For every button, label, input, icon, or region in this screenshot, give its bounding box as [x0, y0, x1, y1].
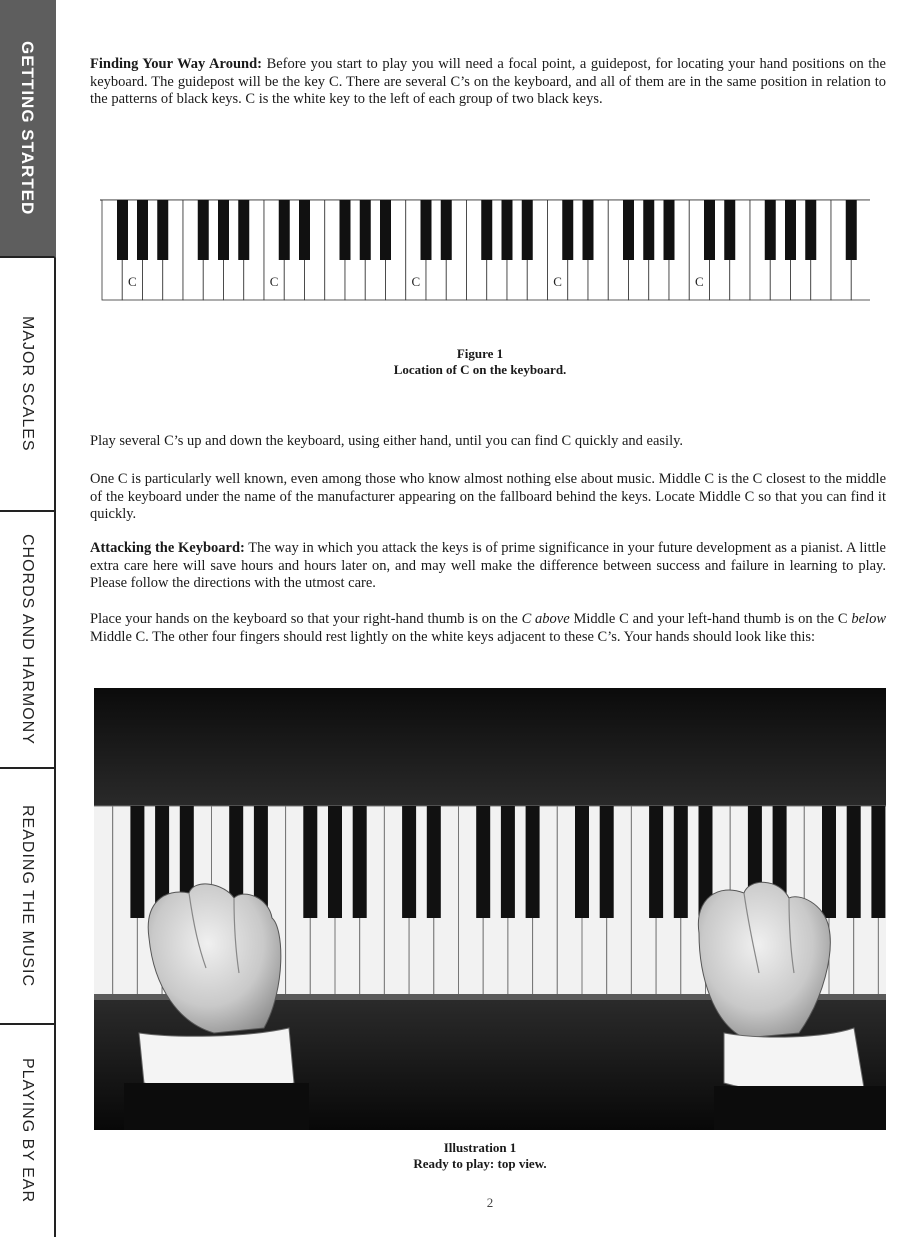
photo-black-key [402, 806, 416, 918]
black-key [785, 200, 796, 260]
emphasis-below: below [851, 611, 887, 627]
illustration-title: Illustration 1 [443, 1140, 517, 1155]
section-heading: Attacking the Keyboard: [90, 540, 245, 556]
c-key-label: C [128, 274, 137, 289]
tab-label: GETTING STARTED [18, 40, 37, 216]
c-key-label: C [553, 274, 562, 289]
figure-title: Figure 1 [456, 346, 504, 361]
paragraph-text: The way in which you attack the keys is of prime significance in your future development as a pianist. A little extra care here will save hours and hours later on, and may well make the difference between success and failure in learning to play. Please follow the directions with the utmost care. [90, 540, 886, 591]
photo-black-key [501, 806, 515, 918]
photo-black-key [328, 806, 342, 918]
black-key [643, 200, 654, 260]
c-key-label: C [411, 274, 421, 289]
black-key [441, 200, 452, 260]
page-number: 2 [486, 1195, 494, 1210]
tab-getting-started[interactable] [0, 0, 56, 258]
paragraph-text: Middle C. The other four fingers should rest lightly on the white keys adjacent to these C’s. Your hands should look like this: [90, 628, 816, 645]
black-key [279, 200, 290, 260]
tab-playing-by-ear[interactable] [0, 1025, 56, 1237]
photo-black-key [303, 806, 317, 918]
paragraph-attacking-keyboard [90, 540, 886, 593]
paragraph-text: Place your hands on the keyboard so that your right-hand thumb is on the [90, 611, 522, 627]
black-key [805, 200, 816, 260]
black-key [765, 200, 776, 260]
black-key [522, 200, 533, 260]
photo-black-key [649, 806, 663, 918]
tab-label: CHORDS AND HARMONY [19, 534, 36, 745]
black-key [380, 200, 391, 260]
black-key [846, 200, 857, 260]
photo-black-key [476, 806, 490, 918]
photo-black-key [575, 806, 589, 918]
illustration-caption-text: Ready to play: top view. [413, 1156, 547, 1171]
photo-black-key [822, 806, 836, 918]
tab-label: READING THE MUSIC [19, 804, 36, 988]
section-tabs [0, 0, 60, 1237]
tab-label: MAJOR SCALES [19, 316, 36, 452]
figure-caption [60, 346, 900, 378]
emphasis-above: C above [521, 611, 570, 627]
tab-major-scales[interactable] [0, 258, 56, 512]
black-key [238, 200, 249, 260]
photo-black-key [353, 806, 367, 918]
paragraph-text: Before you start to play you will need a focal point, a guidepost, for locating your hand positions on the keyboard. The guidepost will be the key C. There are several C’s on the keyboard, and all of them are in the same position in relation to the patterns of black keys. C is the white key to the left of each group of two black keys. [90, 56, 886, 107]
black-key [360, 200, 371, 260]
black-key [481, 200, 492, 260]
photo-drawing [94, 688, 886, 1130]
section-heading: Finding Your Way Around: [90, 56, 262, 72]
keyboard-diagram [100, 196, 870, 304]
photo-white-key [94, 806, 113, 996]
tab-reading-the-music[interactable] [0, 769, 56, 1025]
photo-black-key [674, 806, 688, 918]
photo-black-key [526, 806, 540, 918]
photo-black-key [427, 806, 441, 918]
hands-on-keyboard-photo [94, 688, 886, 1130]
black-key [664, 200, 675, 260]
black-key [623, 200, 634, 260]
photo-black-key [871, 806, 885, 918]
tab-label: PLAYING BY EAR [19, 1058, 36, 1204]
illustration-caption [60, 1140, 900, 1172]
black-key [299, 200, 310, 260]
black-key [583, 200, 594, 260]
photo-black-key [847, 806, 861, 918]
photo-black-key [600, 806, 614, 918]
black-key [198, 200, 209, 260]
c-key-label: C [695, 274, 704, 289]
figure-caption-text: Location of C on the keyboard. [393, 362, 567, 377]
black-key [421, 200, 432, 260]
black-key [724, 200, 735, 260]
paragraph-middle-c: One C is particularly well known, even among those who know almost nothing else about music. Middle C is the C closest to the middle of the keyboard under the name of the manufacturer appearing on the fallboard behind the keys. Locate Middle C so that you can find it quickly. [90, 471, 886, 522]
paragraph-play-several: Play several C’s up and down the keyboard, using either hand, until you can find C quickly and easily. [90, 433, 684, 449]
paragraph-place-hands [90, 611, 886, 646]
black-key [218, 200, 229, 260]
black-key [340, 200, 351, 260]
black-key [502, 200, 513, 260]
c-key-label: C [269, 274, 279, 289]
paragraph-finding-your-way [90, 56, 886, 109]
black-key [704, 200, 715, 260]
photo-black-key [130, 806, 144, 918]
black-key [117, 200, 128, 260]
tab-chords-and-harmony[interactable] [0, 512, 56, 769]
paragraph-text: Middle C and your left-hand thumb is on the C [569, 611, 852, 627]
black-key [137, 200, 148, 260]
black-key [562, 200, 573, 260]
black-key [157, 200, 168, 260]
